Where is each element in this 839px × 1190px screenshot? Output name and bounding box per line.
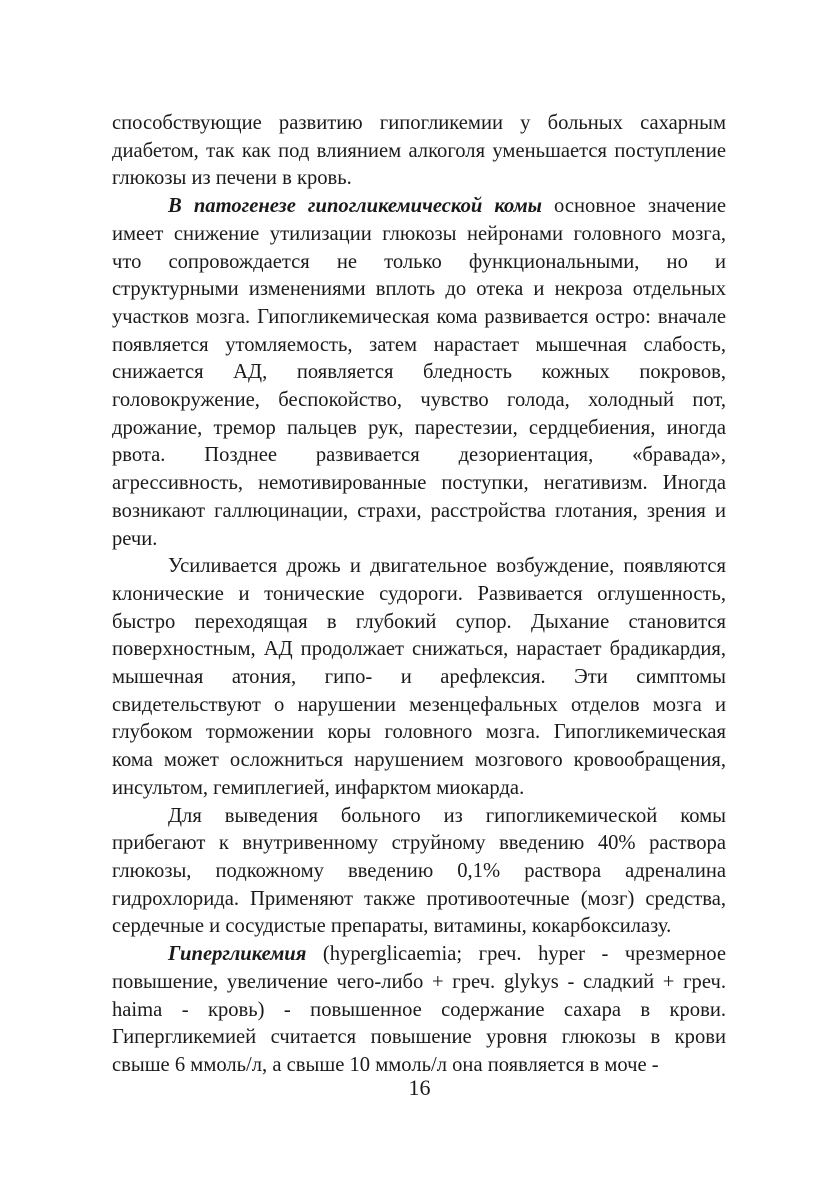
- paragraph-5: [112, 941, 726, 1080]
- paragraph-2-term: В патогенезе гипогликемической комы: [168, 195, 542, 218]
- paragraph-3: [112, 553, 726, 802]
- page-body: [112, 110, 726, 1080]
- paragraph-5-text: (hyperglicaemia; греч. hyper - чрезмерное повышение, увеличение чего-либо + греч. glykys - сладкий + греч. haima - кровь) - повышенное содержание сахара в крови. Гипергликемией считается повышение уровня глюкозы в крови свыше 6 ммоль/л, а свыше 10 ммоль/л она появляется в моче -: [112, 943, 726, 1076]
- paragraph-2: [112, 193, 726, 553]
- page-number: 16: [408, 1075, 431, 1100]
- paragraph-2-text: основное значение имеет снижение утилизации глюкозы нейронами головного мозга, что сопровождается не только функциональными, но и структурными изменениями вплоть до отека и некроза отдельных участков мозга. Гипогликемическая кома развивается остро: вначале появляется утомляемость, затем нарастает мышечная слабость, снижается АД, появляется бледность кожных покровов, головокружение, беспокойство, чувство голода, холодный пот, дрожание, тремор пальцев рук, парестезии, сердцебиения, иногда рвота. Позднее развивается дезориентация, «бравада», агрессивность, немотивированные поступки, негативизм. Иногда возникают галлюцинации, страхи, расстройства глотания, зрения и речи.: [112, 195, 726, 550]
- paragraph-3-text: Усиливается дрожь и двигательное возбуждение, появляются клонические и тонические судороги. Развивается оглушенность, быстро переходящая в глубокий супор. Дыхание становится поверхностным, АД продолжает снижаться, нарастает брадикардия, мышечная атония, гипо- и арефлексия. Эти симптомы свидетельствуют о нарушении мезенцефальных отделов мозга и глубоком торможении коры головного мозга. Гипогликемическая кома может осложниться нарушением мозгового кровообращения, инсультом, гемиплегией, инфарктом миокарда.: [112, 555, 726, 799]
- paragraph-1: [112, 110, 726, 193]
- paragraph-4: [112, 803, 726, 942]
- paragraph-1-text: способствующие развитию гипогликемии у больных сахарным диабетом, так как под влиянием алкоголя уменьшается поступление глюкозы из печени в кровь.: [112, 112, 726, 190]
- paragraph-4-text: Для выведения больного из гипогликемической комы прибегают к внутривенному струйному введению 40% раствора глюкозы, подкожному введению 0,1% раствора адреналина гидрохлорида. Применяют также противоотечные (мозг) средства, сердечные и сосудистые препараты, витамины, кокарбоксилазу.: [112, 804, 726, 938]
- paragraph-5-term: Гипергликемия: [168, 943, 307, 966]
